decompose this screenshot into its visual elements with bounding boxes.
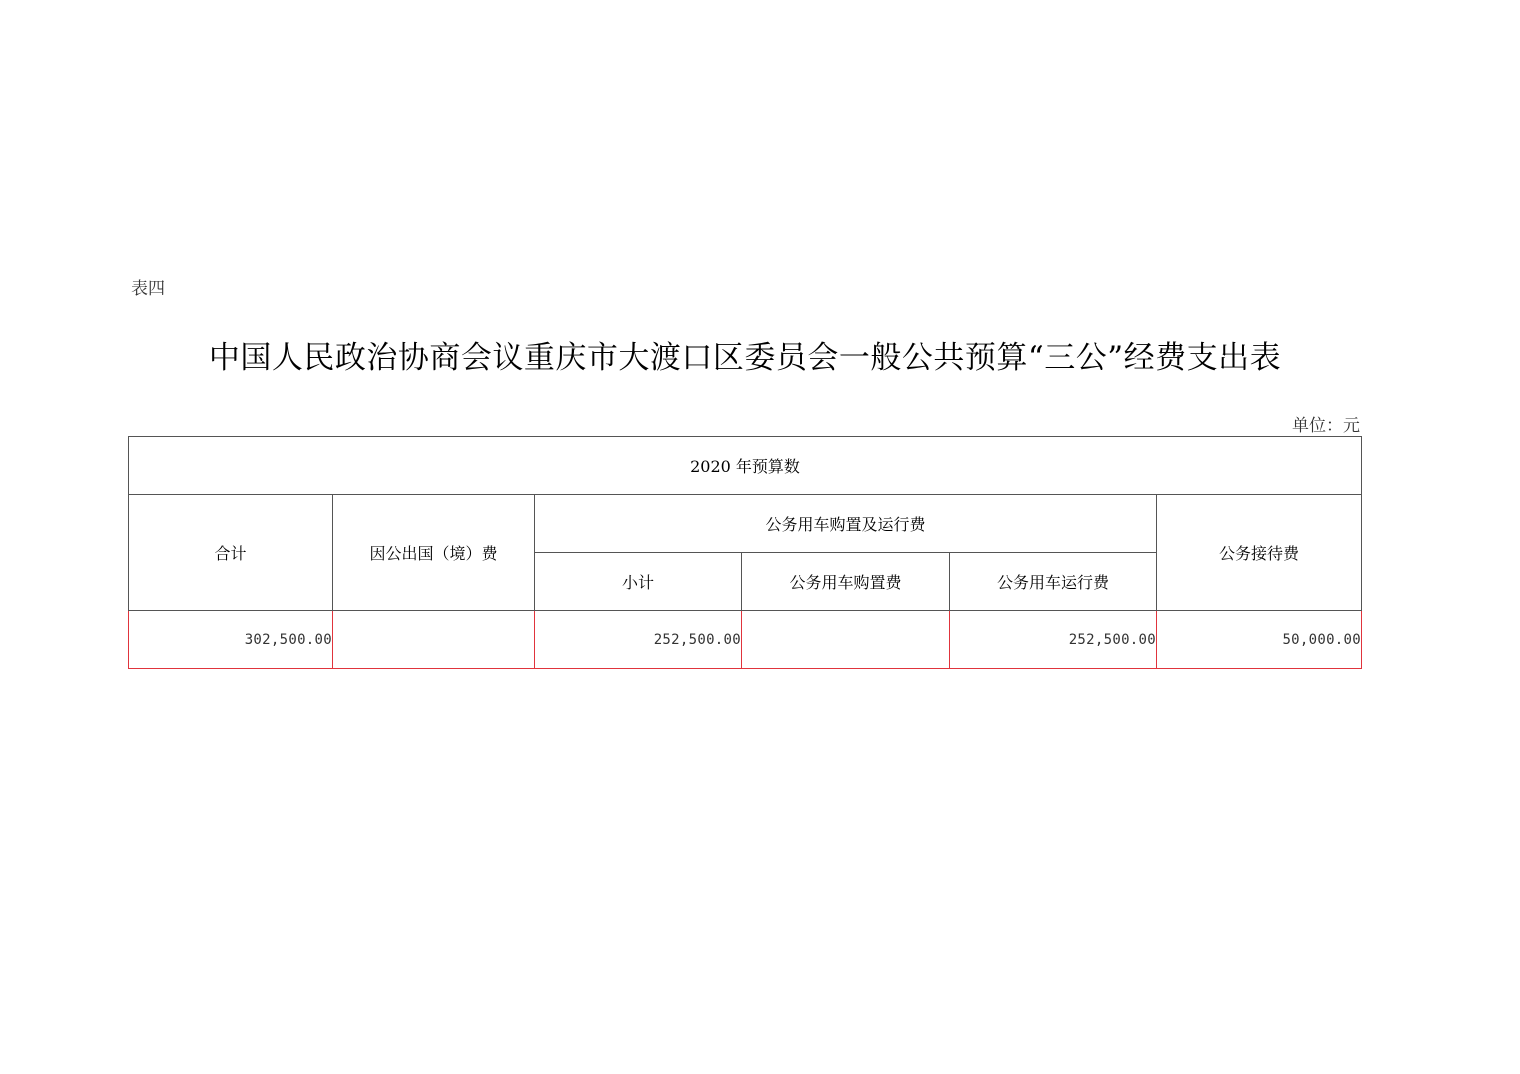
table-row	[129, 611, 1362, 669]
cell-vehicle-operation: 252,500.00	[950, 611, 1157, 669]
table-label: 表四	[131, 279, 165, 299]
header-vehicle-purchase: 公务用车购置费	[742, 553, 950, 611]
header-reception: 公务接待费	[1157, 495, 1362, 611]
cell-vehicle-subtotal: 252,500.00	[535, 611, 742, 669]
year-header-row	[129, 437, 1362, 495]
year-header-cell: 2020 年预算数	[129, 437, 1362, 495]
cell-overseas	[333, 611, 535, 669]
budget-table	[128, 436, 1362, 669]
header-vehicle-subtotal: 小计	[535, 553, 742, 611]
unit-note: 单位：元	[1292, 416, 1360, 436]
header-vehicle-group: 公务用车购置及运行费	[535, 495, 1157, 553]
cell-vehicle-purchase	[742, 611, 950, 669]
column-header-row	[129, 495, 1362, 553]
page-title: 中国人民政治协商会议重庆市大渡口区委员会一般公共预算“三公”经费支出表	[208, 340, 1282, 376]
header-total: 合计	[129, 495, 333, 611]
header-overseas: 因公出国（境）费	[333, 495, 535, 611]
header-vehicle-operation: 公务用车运行费	[950, 553, 1157, 611]
cell-total: 302,500.00	[129, 611, 333, 669]
cell-reception: 50,000.00	[1157, 611, 1362, 669]
